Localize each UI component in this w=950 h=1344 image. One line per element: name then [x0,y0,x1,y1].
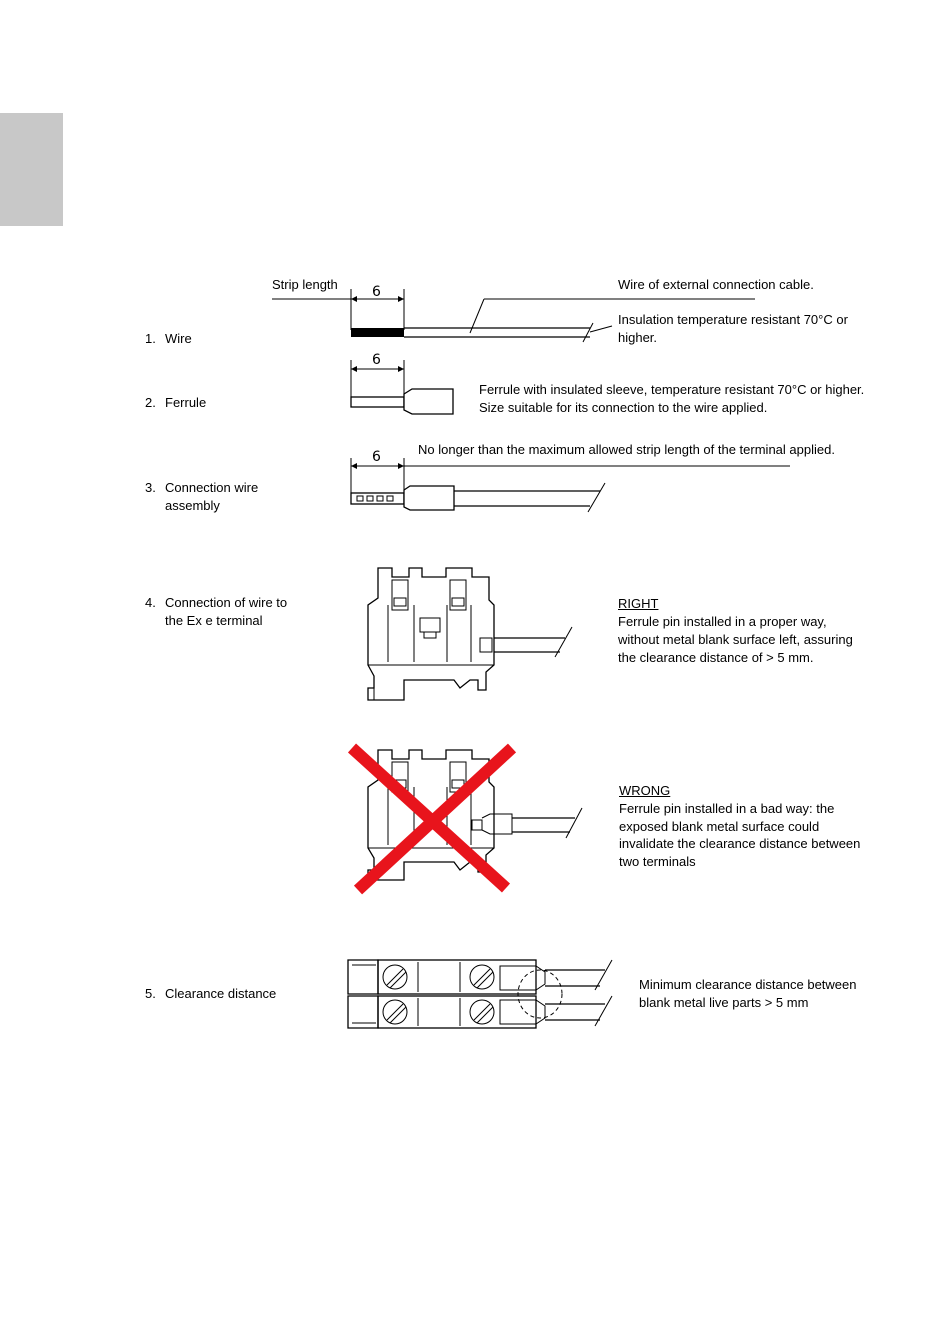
ferrule-dimension: 6 [372,352,381,368]
wrong-text-3: invalidate the clearance distance between [619,836,861,851]
insulation-text-2: higher. [618,330,658,345]
right-heading: RIGHT [618,596,659,611]
ferrule-text-1: Ferrule with insulated sleeve, temperature resistant 70°C or higher. [479,382,865,397]
item-3-number: 3. [145,480,156,495]
item-5-label: Clearance distance [165,986,277,1001]
wrong-text-1: Ferrule pin installed in a bad way: the [619,801,835,816]
clearance-text-2: blank metal live parts > 5 mm [639,995,809,1010]
item-3-label: Connection wire [165,480,259,495]
clearance-text-1: Minimum clearance distance between [639,977,857,992]
wrong-heading: WRONG [619,783,671,798]
item-2-label: Ferrule [165,395,207,410]
item-4-label: Connection of wire to [165,595,288,610]
item-4-label-line2: the Ex e terminal [165,613,263,628]
right-text-1: Ferrule pin installed in a proper way, [618,614,827,629]
strip-length-label: Strip length [272,277,338,292]
assembly-note: No longer than the maximum allowed strip length of the terminal applied. [418,442,835,457]
insulation-text-1: Insulation temperature resistant 70°C or [618,312,848,327]
item-4-number: 4. [145,595,156,610]
item-3-label-line2: assembly [165,498,220,513]
ferrule-text-2: Size suitable for its connection to the wire applied. [479,400,768,415]
right-text-3: the clearance distance of > 5 mm. [618,650,814,665]
wire-dimension: 6 [372,284,381,300]
item-5-number: 5. [145,986,156,1001]
wrong-text-4: two terminals [619,854,696,869]
wrong-text-2: exposed blank metal surface could [619,819,820,834]
item-2-number: 2. [145,395,156,410]
item-1-number: 1. [145,331,156,346]
right-text-2: without metal blank surface left, assuring [618,632,853,647]
item-1-label: Wire [165,331,192,346]
cable-text: Wire of external connection cable. [618,277,814,292]
assembly-dimension: 6 [372,449,381,465]
